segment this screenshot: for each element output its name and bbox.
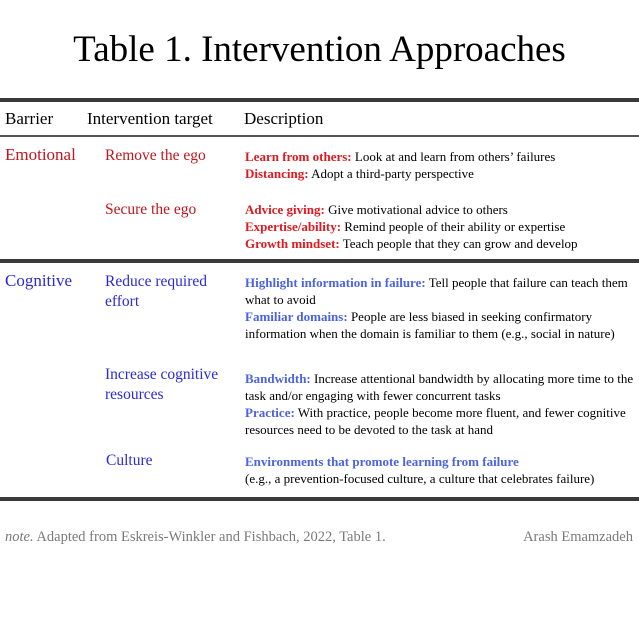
desc-item: Bandwidth: Increase attentional bandwidth by allocating more time to the task and/or engaging with fewer concurrent tasks <box>245 371 634 403</box>
desc-item: Expertise/ability: Remind people of their ability or expertise <box>245 219 566 234</box>
target-culture: Culture <box>106 452 153 469</box>
source-note: note. Adapted from Eskreis-Winkler and Fishbach, 2022, Table 1. <box>5 529 386 545</box>
top-rule <box>0 98 639 102</box>
header-rule <box>0 135 639 137</box>
desc-item: Highlight information in failure: Tell people that failure can teach them what to avoid <box>245 275 628 307</box>
target-reduce-effort: Reduce required effort <box>105 273 207 310</box>
desc-reduce-effort <box>245 274 635 342</box>
header-description: Description <box>244 109 324 128</box>
target-increase-resources: Increase cognitive resources <box>105 366 219 403</box>
desc-item: Environments that promote learning from failure <box>245 454 519 469</box>
bottom-rule <box>0 497 639 501</box>
desc-item: Distancing: Adopt a third-party perspective <box>245 166 474 181</box>
target-remove-ego: Remove the ego <box>105 147 206 164</box>
desc-item: Practice: With practice, people become more fluent, and fewer cognitive resources need to be devoted to the task at hand <box>245 405 626 437</box>
desc-secure-ego <box>245 201 635 252</box>
author-credit: Arash Emamzadeh <box>523 529 633 545</box>
barrier-emotional: Emotional <box>5 145 76 164</box>
desc-item: Learn from others: Look at and learn from others’ failures <box>245 149 556 164</box>
desc-item: Familiar domains: People are less biased in seeking confirmatory information when the domain is familiar to them (e.g., social in nature) <box>245 309 615 341</box>
desc-culture <box>245 453 635 487</box>
section-rule <box>0 259 639 263</box>
page-title: Table 1. Intervention Approaches <box>73 29 566 70</box>
desc-item: Growth mindset: Teach people that they can grow and develop <box>245 236 578 251</box>
header-target: Intervention target <box>87 109 213 128</box>
barrier-cognitive: Cognitive <box>5 271 73 290</box>
desc-item: Advice giving: Give motivational advice to others <box>245 202 508 217</box>
desc-remove-ego <box>245 148 635 182</box>
desc-item: (e.g., a prevention-focused culture, a culture that celebrates failure) <box>245 471 595 486</box>
header-barrier: Barrier <box>5 109 54 128</box>
target-secure-ego: Secure the ego <box>105 201 197 218</box>
desc-increase-resources <box>245 370 635 438</box>
